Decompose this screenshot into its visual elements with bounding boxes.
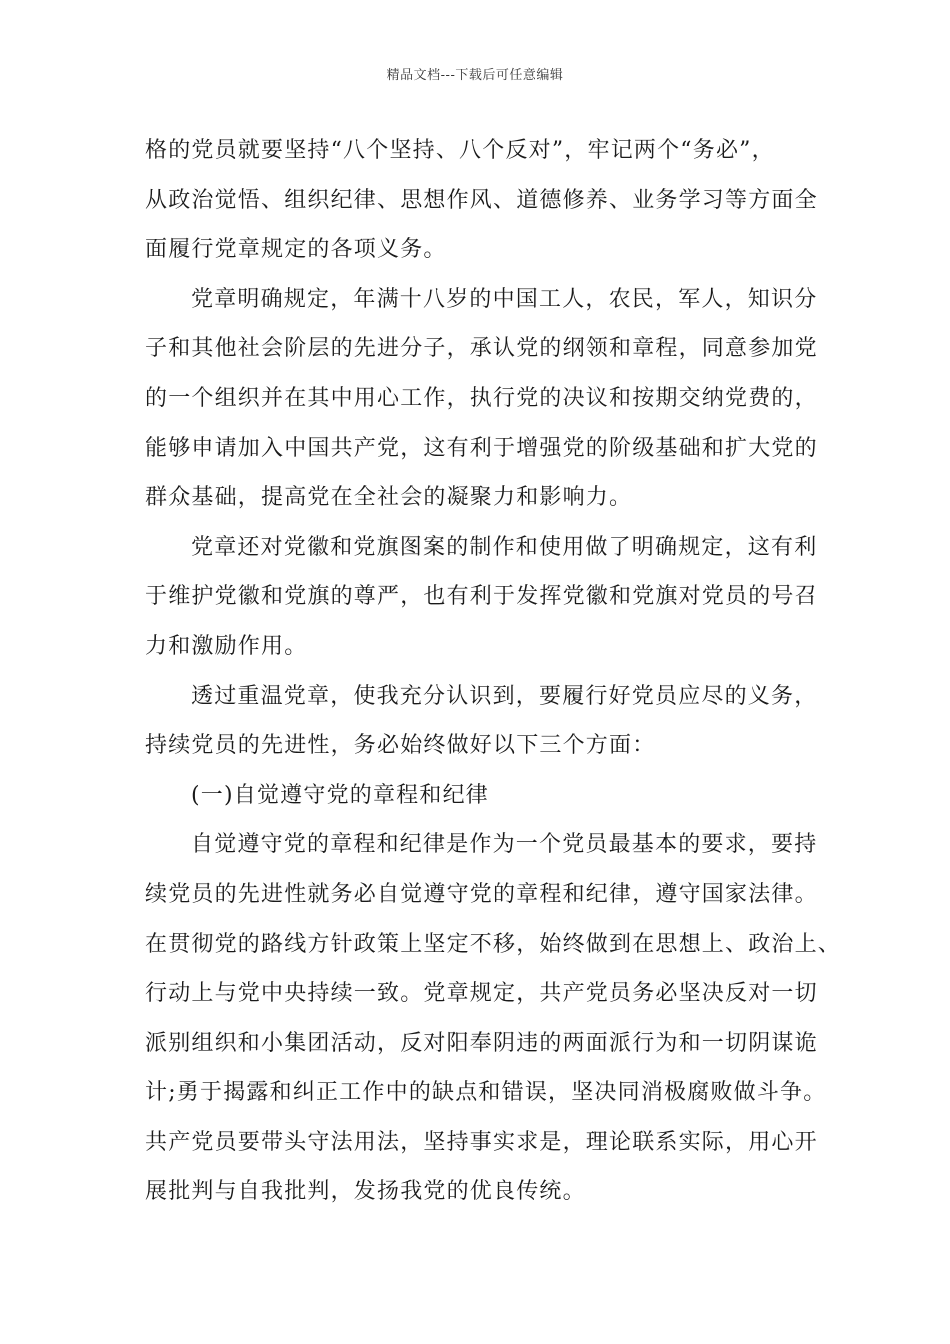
text-line: 力和激励作用。	[145, 633, 308, 659]
text-line: 共产党员要带头守法用法，坚持事实求是，理论联系实际，用心开	[145, 1129, 818, 1155]
text-line: 能够申请加入中国共产党，这有利于增强党的阶级基础和扩大党的	[145, 435, 818, 461]
text-line: 计;勇于揭露和纠正工作中的缺点和错误，坚决同消极腐败做斗争。	[145, 1080, 827, 1106]
paragraph-first-line: 党章还对党徽和党旗图案的制作和使用做了明确规定，这有利	[191, 534, 818, 560]
text-line: 面履行党章规定的各项义务。	[145, 237, 447, 263]
paragraph-first-line: 自觉遵守党的章程和纪律是作为一个党员最基本的要求，要持	[191, 832, 818, 858]
paragraph-first-line: 党章明确规定，年满十八岁的中国工人，农民，军人，知识分	[191, 286, 818, 312]
text-line: 派别组织和小集团活动，反对阳奉阴违的两面派行为和一切阴谋诡	[145, 1030, 818, 1056]
text-line: 续党员的先进性就务必自觉遵守党的章程和纪律，遵守国家法律。	[145, 881, 818, 907]
text-line: 在贯彻党的路线方针政策上坚定不移，始终做到在思想上、政治上、	[145, 931, 842, 957]
page-header: 精品文档---下载后可任意编辑	[386, 68, 564, 83]
text-line: 展批判与自我批判，发扬我党的优良传统。	[145, 1179, 586, 1205]
document-body	[145, 126, 842, 1217]
text-line: 格的党员就要坚持“八个坚持、八个反对”，牢记两个“务必”，	[145, 138, 775, 163]
section-heading: (一)自觉遵守党的章程和纪律	[191, 782, 489, 808]
text-line: 行动上与党中央持续一致。党章规定，共产党员务必坚决反对一切	[145, 981, 818, 1007]
text-line: 持续党员的先进性，务必始终做好以下三个方面：	[145, 733, 656, 759]
paragraph-first-line: 透过重温党章，使我充分认识到，要履行好党员应尽的义务，	[191, 683, 818, 709]
text-line: 群众基础，提高党在全社会的凝聚力和影响力。	[145, 485, 633, 511]
text-line: 从政治觉悟、组织纪律、思想作风、道德修养、业务学习等方面全	[145, 187, 818, 213]
text-line: 于维护党徽和党旗的尊严，也有利于发挥党徽和党旗对党员的号召	[145, 584, 818, 610]
text-line: 子和其他社会阶层的先进分子，承认党的纲领和章程，同意参加党	[145, 336, 818, 362]
text-line: 的一个组织并在其中用心工作，执行党的决议和按期交纳党费的，	[145, 385, 818, 411]
